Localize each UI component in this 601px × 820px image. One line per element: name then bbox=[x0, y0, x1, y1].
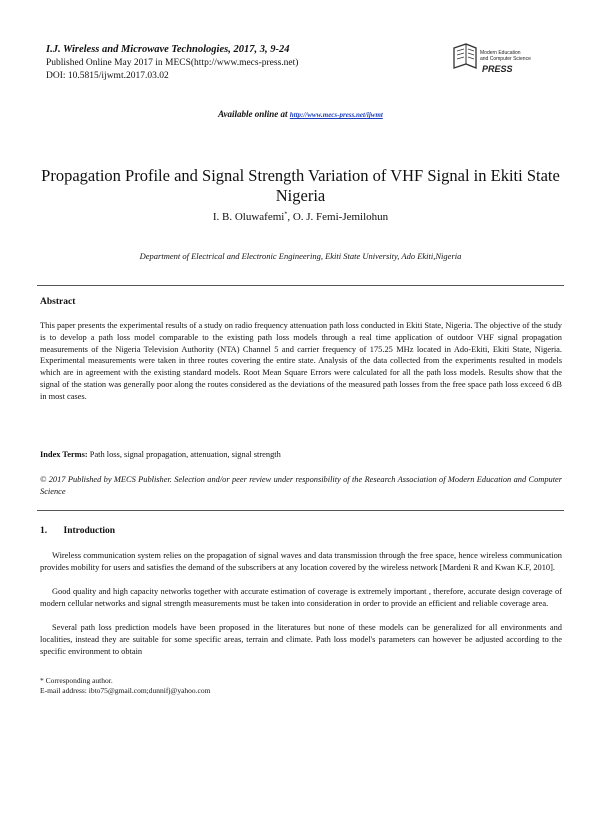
section-heading bbox=[40, 526, 115, 536]
footnote-email: E-mail address: ibto75@gmail.com;dunnifj@yahoo.com bbox=[40, 686, 211, 695]
intro-paragraph-3: Several path loss prediction models have been proposed in the literatures but none of these models can be generalized for all environments and localities, instead they are suitable for some specific areas, terrain and climate. Path loss model's parameters can however be adjusted according to the specific environment to obtain bbox=[40, 623, 562, 656]
author-2: , O. J. Femi-Jemilohun bbox=[287, 211, 389, 223]
divider-bottom bbox=[37, 510, 564, 511]
index-terms bbox=[40, 449, 562, 461]
footnote-corresponding: * Corresponding author. bbox=[40, 676, 113, 685]
section-number: 1. bbox=[40, 526, 48, 536]
affiliation: Department of Electrical and Electronic Engineering, Ekiti State University, Ado Ekiti,Nigeria bbox=[139, 251, 462, 261]
published-line: Published Online May 2017 in MECS(http://www.mecs-press.net) bbox=[46, 58, 299, 68]
abstract-heading: Abstract bbox=[40, 297, 76, 307]
abstract-text: This paper presents the experimental results of a study on radio frequency attenuation path loss conducted in Ekiti State, Nigeria. The objective of the study is to develop a path loss model comparable to the existing path loss models through a real time application of outdoor VHF signal propagation measurements of the Nigeria Television Authority (NTA) Channel 5 and carrier frequency of 175.25 MHz located in Ado-Ekiti, Ekiti State, Nigeria. Experimental measurements were taken in three routes covering the entire state. Analysis of the data collected from the experiments resulted in models which are in agreement with the existing standard models. Root Mean Square Errors were calculated for all the path loss models. Results show that the signal of the station was generally poor along the routes considered as the deviations of the measured path losses from the free space path loss exceed 6 dB in most cases. bbox=[40, 321, 562, 401]
logo-line-2: and Computer Science bbox=[480, 56, 531, 62]
logo-press: PRESS bbox=[482, 64, 513, 74]
available-online bbox=[0, 109, 601, 119]
authors bbox=[0, 211, 601, 223]
author-1: I. B. Oluwafemi bbox=[212, 211, 285, 223]
index-terms-label: Index Terms: bbox=[40, 450, 88, 459]
corresponding-marker: * bbox=[284, 211, 288, 218]
journal-url-link[interactable]: http://www.mecs-press.net/ijwmt bbox=[289, 111, 383, 119]
divider-top bbox=[37, 285, 564, 286]
doi-line: DOI: 10.5815/ijwmt.2017.03.02 bbox=[46, 71, 169, 81]
logo-line-1: Modern Education bbox=[480, 50, 521, 56]
book-icon bbox=[452, 42, 478, 72]
section-title: Introduction bbox=[63, 526, 116, 536]
journal-citation: I.J. Wireless and Microwave Technologies, 2017, 3, 9-24 bbox=[46, 44, 290, 55]
paper-title: Propagation Profile and Signal Strength Variation of VHF Signal in Ekiti State Nigeria bbox=[41, 166, 560, 205]
intro-paragraph-1: Wireless communication system relies on the propagation of signal waves and data transmission through the free space, hence wireless communication provides mobility for users and satisfies the demand of the subscribers at any location covered by the wireless network [Mardeni R and Kwan K.F, 2010]. bbox=[40, 551, 562, 572]
index-terms-text: Path loss, signal propagation, attenuation, signal strength bbox=[89, 450, 281, 459]
intro-paragraph-2: Good quality and high capacity networks together with accurate estimation of coverage is extremely important , therefore, accurate design coverage of modern cellular networks and signal strength measurements must be taken into consideration in order to provide an efficient and reliable coverage area. bbox=[40, 587, 562, 608]
available-label: Available online at bbox=[218, 109, 288, 119]
publisher-logo bbox=[452, 40, 562, 82]
copyright-notice: © 2017 Published by MECS Publisher. Selection and/or peer review under responsibility of the Research Association of Modern Education and Computer Science bbox=[40, 475, 562, 496]
